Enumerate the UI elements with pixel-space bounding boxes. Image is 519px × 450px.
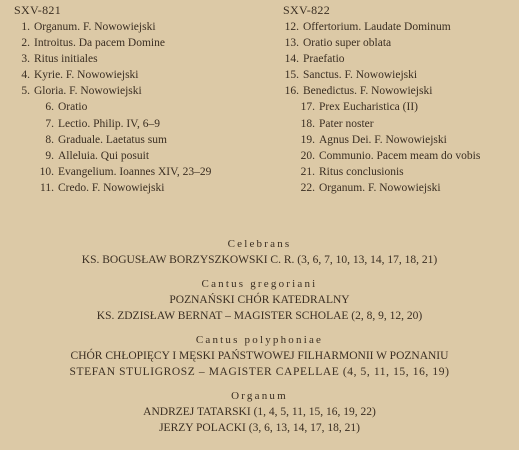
- track-title: Benedictus. F. Nowowiejski: [303, 85, 433, 98]
- track-title: Lectio. Philip. IV, 6–9: [58, 117, 161, 130]
- catalog-number-side-b: SXV-822: [283, 3, 331, 17]
- track-title: Kyrie. F. Nowowiejski: [34, 69, 139, 82]
- track-title: Prex Eucharistica (II): [319, 101, 418, 114]
- track-item: [14, 148, 264, 164]
- track-title: Organum. F. Nowowiejski: [319, 181, 441, 194]
- credit-line: KS. BOGUSŁAW BORZYSZKOWSKI C. R. (3, 6, 7, 10, 13, 14, 17, 18, 21): [81, 254, 438, 266]
- track-number: 4.: [21, 69, 30, 82]
- track-number: 16.: [284, 85, 299, 98]
- credit-line: JERZY POLACKI (3, 6, 13, 14, 17, 18, 21): [159, 422, 360, 434]
- track-item: [14, 132, 264, 148]
- track-item: [283, 148, 519, 164]
- track-title: Ritus conclusionis: [319, 165, 404, 178]
- track-item: [283, 83, 519, 99]
- side-a-tracks: [14, 19, 264, 196]
- track-item: [283, 19, 519, 35]
- track-number: 3.: [21, 53, 30, 66]
- credit-line: POZNAŃSKI CHÓR KATEDRALNY: [169, 294, 350, 306]
- side-b-tracklist: [283, 2, 519, 196]
- track-title: Credo. F. Nowowiejski: [58, 181, 165, 194]
- track-number: 22.: [300, 181, 315, 194]
- track-item: [283, 99, 519, 115]
- track-title: Offertorium. Laudate Dominum: [303, 21, 451, 33]
- track-number: 14.: [284, 53, 299, 66]
- track-title: Organum. F. Nowowiejski: [34, 21, 156, 33]
- credit-line: ANDRZEJ TATARSKI (1, 4, 5, 11, 15, 16, 19, 22): [143, 406, 376, 418]
- track-title: Communio. Pacem meam do vobis: [319, 149, 481, 162]
- track-item: [14, 83, 264, 99]
- track-item: [283, 35, 519, 51]
- section-heading-celebrans: Celebrans: [227, 238, 292, 250]
- side-b-tracks: [283, 19, 519, 196]
- track-title: Agnus Dei. F. Nowowiejski: [319, 133, 447, 146]
- track-number: 6.: [45, 101, 54, 114]
- catalog-number-side-a: SXV-821: [14, 3, 62, 17]
- track-title: Sanctus. F. Nowowiejski: [303, 69, 418, 82]
- track-number: 10.: [39, 165, 54, 178]
- track-item: [14, 116, 264, 132]
- track-number: 11.: [40, 181, 54, 194]
- track-item: [14, 180, 264, 196]
- track-number: 17.: [300, 101, 315, 114]
- track-item: [283, 116, 519, 132]
- track-item: [14, 67, 264, 83]
- track-item: [14, 35, 264, 51]
- track-title: Gloria. F. Nowowiejski: [34, 85, 142, 98]
- track-title: Alleluia. Qui posuit: [58, 149, 150, 162]
- track-number: 2.: [21, 37, 30, 50]
- credit-line: STEFAN STULIGROSZ – MAGISTER CAPELLAE (4, 5, 11, 15, 16, 19): [69, 366, 450, 378]
- track-item: [14, 19, 264, 35]
- section-heading-cantus-gregoriani: Cantus gregoriani: [201, 278, 318, 290]
- track-title: Evangelium. Ioannes XIV, 23–29: [58, 165, 212, 178]
- section-heading-organum: Organum: [231, 390, 288, 402]
- track-item: [283, 164, 519, 180]
- track-title: Oratio super oblata: [303, 37, 392, 50]
- track-title: Pater noster: [319, 117, 374, 130]
- track-number: 15.: [284, 69, 299, 82]
- track-number: 19.: [300, 133, 315, 146]
- performer-credits: [0, 236, 519, 436]
- track-title: Introitus. Da pacem Domine: [34, 37, 165, 50]
- track-item: [283, 180, 519, 196]
- track-item: [14, 164, 264, 180]
- track-item: [283, 67, 519, 83]
- track-title: Graduale. Laetatus sum: [58, 133, 167, 146]
- track-number: 5.: [21, 85, 30, 98]
- track-number: 18.: [300, 117, 315, 130]
- track-item: [14, 51, 264, 67]
- track-number: 1.: [21, 21, 30, 33]
- track-number: 13.: [284, 37, 299, 50]
- side-a-tracklist: [14, 2, 264, 196]
- track-title: Ritus initiales: [34, 53, 98, 66]
- credit-line: CHÓR CHŁOPIĘCY I MĘSKI PAŃSTWOWEJ FILHARMONII W POZNANIU: [70, 350, 449, 362]
- track-item: [14, 99, 264, 115]
- section-heading-cantus-polyphoniae: Cantus polyphoniae: [195, 334, 324, 346]
- track-number: 12.: [284, 21, 299, 33]
- track-item: [283, 51, 519, 67]
- track-title: Oratio: [58, 101, 88, 114]
- track-number: 8.: [45, 133, 54, 146]
- track-number: 21.: [300, 165, 315, 178]
- track-number: 7.: [45, 117, 54, 130]
- credit-line: KS. ZDZISŁAW BERNAT – MAGISTER SCHOLAE (2, 8, 9, 12, 20): [96, 310, 423, 322]
- track-item: [283, 132, 519, 148]
- track-number: 9.: [45, 149, 54, 162]
- track-title: Praefatio: [303, 53, 345, 66]
- track-number: 20.: [300, 149, 315, 162]
